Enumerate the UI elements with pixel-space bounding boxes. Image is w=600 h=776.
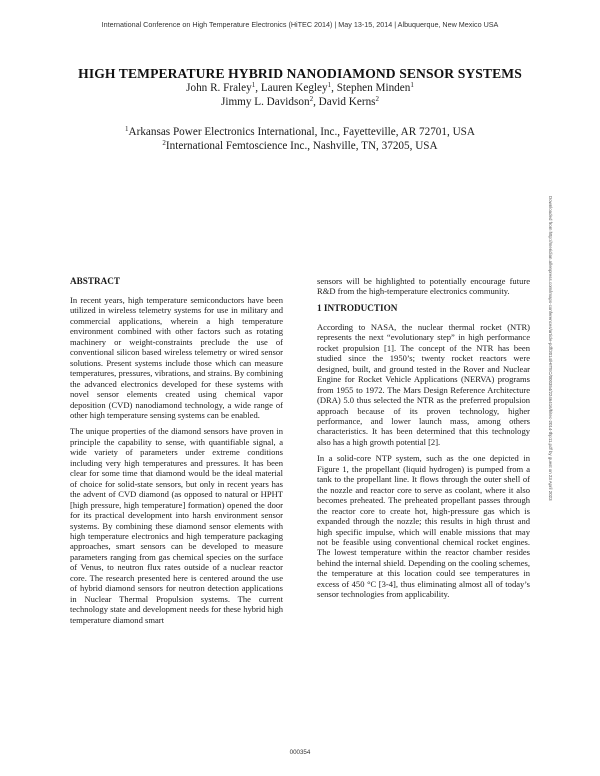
affiliation — [0, 126, 600, 140]
introduction-heading: 1 INTRODUCTION — [317, 302, 398, 313]
author-sup: 1 — [251, 81, 256, 89]
abstract-heading: ABSTRACT — [70, 276, 121, 286]
author-name: Lauren Kegley — [260, 82, 328, 94]
abstract-paragraph-2: The unique properties of the diamond sensors have proven in principle the capability to sense, with quantifiable signal, a wide variety of parameters under extreme conditions including very high temperatures and pressures. It has been clear for some time that diamond would be the ideal material of choice for solid-state sensors, but only in recent years has the advent of CVD diamond (as opposed to natural or HPHT [high pressure, high temperature] formation) opened the door for its practical development into harsh environment sensor systems. By combining these diamond sensor elements with high temperature electronics and high temperature packaging approaches, smart sensors can be developed to measure parameters ranging from gas chemical species on the surface of Venus, to neutron flux rates outside of a nuclear reactor core. The research presented here is centered around the use of hybrid diamond sensors for neutron detection applications in Nuclear Thermal Propulsion systems. The current technology state and development needs for these hybrid high temperature diamond smart — [70, 426, 283, 625]
left-column — [70, 276, 283, 631]
right-column — [317, 276, 530, 606]
affiliation-text: Arkansas Power Electronics International, Inc., Fayetteville, AR 72701, USA — [128, 126, 475, 138]
author-line-1: John R. Fraley$^1$, Lauren Kegley$^1$, Stephen Minden$^1$ — [186, 81, 414, 94]
paper-title: HIGH TEMPERATURE HYBRID NANODIAMOND SENSOR SYSTEMS — [78, 66, 522, 81]
page-number: 000354 — [289, 749, 311, 756]
author-sup: 2 — [309, 94, 314, 103]
conference-header: International Conference on High Temperature Electronics (HiTEC 2014) | May 13-15, 2014 | Albuquerque, New Mexico USA — [101, 20, 499, 29]
affiliation-sup: 2 — [162, 138, 166, 147]
author-line-2: Jimmy L. Davidson$^2$, David Kerns$^2$ — [220, 94, 380, 108]
download-notice: Downloaded from http://meridian.allenpress.com/imaps-conferences/article-pdf/2014/HITEC/000354/2246416/hitec-2014-thp11.pdf by guest on 23 April 2023 — [548, 196, 553, 501]
author-name: Stephen Minden — [336, 82, 411, 94]
affiliation-list — [0, 126, 600, 153]
author-name: Jimmy L. Davidson — [220, 95, 310, 108]
abstract-paragraph-1: In recent years, high temperature semiconductors have been utilized in wireless telemetry systems for use in military and commercial applications, wherein a high temperature environment combined with other factors such as rotating machinery or weight-constraints preclude the use of conventional silicon based wireless telemetry or wired sensor solutions. Present systems include those which can measure temperatures, pressures, vibrations, and strains. By combining the advanced electronics developed for these systems with novel sensor elements created using chemical vapor deposition (CVD) nanodiamond technology, a wide range of other high temperature sensing systems can be enabled. — [70, 295, 283, 420]
affiliation — [0, 140, 600, 154]
author-list — [0, 82, 600, 109]
introduction-paragraph-1: According to NASA, the nuclear thermal rocket (NTR) represents the next “evolutionary step” in high performance rocket propulsion [1]. The concept of the NTR has been studied since the 1950’s; twenty rocket reactors were designed, built, and ground tested in the Rover and Nuclear Engine for Rocket Vehicle Applications (NERVA) programs from 1955 to 1972. The Mars Design Reference Architecture (DRA) 5.0 thus selected the NTR as the preferred propulsion approach because of its proven technology, higher performance, and lower launch mass, among others characteristics. It has been determined that this technology also has a high growth potential [2]. — [317, 321, 530, 447]
introduction-paragraph-2: In a solid-core NTP system, such as the one depicted in Figure 1, the propellant (liquid hydrogen) is pumped from a tank to the propellant line. It flows through the outer shell of the nozzle and reactor core to serve as coolant, where it also becomes preheated. The preheated propellant passes through the reactor core to create hot, high-pressure gas which is expanded through the nozzle; this results in high thrust and high specific impulse, which will enable missions that may not be feasible using conventional chemical rocket engines. The lowest temperature within the reactor chamber resides behind the internal shield. Depending on the cooling schemes, the temperature at this location could see temperatures in excess of 450 °C [3-4], thus eliminating almost all of today’s sensor technologies from applicability. — [317, 453, 530, 600]
author-sup: 1 — [327, 81, 332, 89]
author-name: John R. Fraley — [186, 82, 252, 94]
author-sup: 2 — [375, 94, 380, 103]
abstract-paragraph-2-continued: sensors will be highlighted to potentially encourage future R&D from the high-temperature electronics community. — [317, 276, 530, 297]
affiliation-sup: 1 — [125, 125, 129, 133]
affiliation-text: International Femtoscience Inc., Nashville, TN, 37205, USA — [165, 139, 438, 152]
author-sup: 1 — [410, 81, 414, 89]
author-name: David Kerns — [318, 95, 376, 108]
